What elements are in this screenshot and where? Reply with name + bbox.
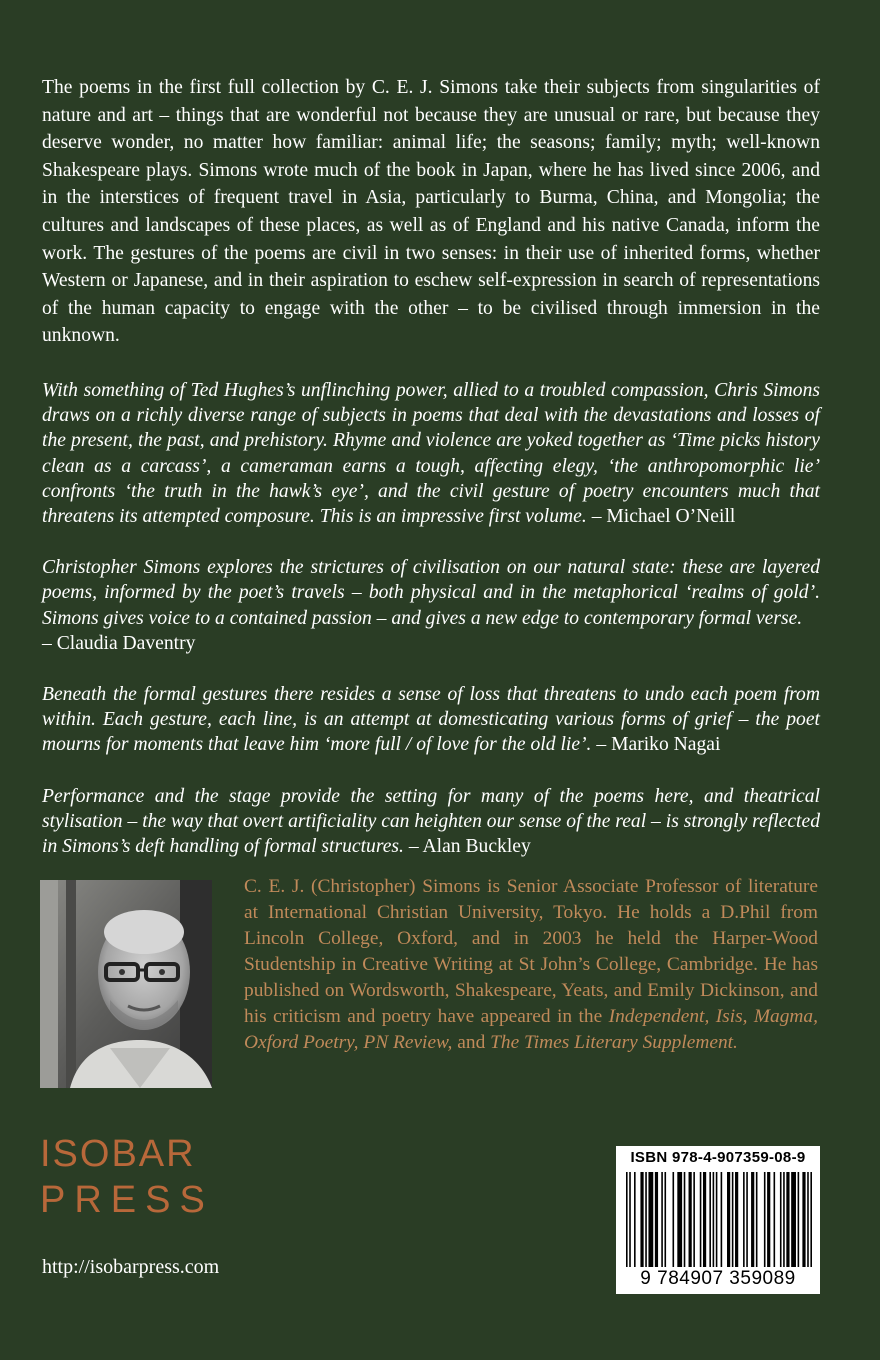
author-bio-last-publication: The Times Literary Supplement. — [490, 1032, 738, 1053]
barcode-bar — [774, 1172, 776, 1267]
book-description: The poems in the first full collection by C. E. J. Simons take their subjects from singularities of nature and art – things that are wonderful not because they are unusual or rare, but because they deserve wonder, no matter how familiar: animal life; the seasons; family; myth; well-known Shakespeare plays. Simons wrote much of the book in Japan, where he has lived since 2006, and in the interstices of frequent travel in Asia, particularly to Burma, China, and Mongolia; the cultures and landscapes of these places, as well as of England and his native Canada, inform the work. The gestures of the poems are civil in two senses: in their use of inherited forms, whether Western or Japanese, and in their aspiration to eschew self-expression in search of representations of the human capacity to engage with the other – to be civilised through immersion in the unknown. — [42, 77, 820, 347]
barcode-bar — [689, 1172, 692, 1267]
publisher-name-line2: PRESS — [40, 1179, 214, 1221]
endorsement-daventry — [42, 555, 820, 656]
barcode-bar — [693, 1172, 695, 1267]
barcode-bar — [713, 1172, 715, 1267]
barcode-bar — [673, 1172, 675, 1267]
barcode-bar — [703, 1172, 706, 1267]
endorsement-text: Christopher Simons explores the strictures of civilisation on our natural state: these are layered poems, informed by the poet’s travels – both physical and in the metaphorical ‘realms of gold’. Simons gives voice to a contained passion – and gives a new edge to contemporary formal verse. — [42, 557, 820, 629]
barcode-bar — [746, 1172, 748, 1267]
barcode-bar — [700, 1172, 702, 1267]
barcode-bar — [780, 1172, 782, 1267]
endorsement-text: Performance and the stage provide the setting for many of the poems here, and theatrical stylisation – the way that overt artificiality can heighten our sense of the real – is strongly reflected in Simons’s deft handling of formal structures. — [42, 785, 820, 858]
barcode-bar — [756, 1172, 758, 1267]
publisher-name-line1: ISOBAR — [40, 1133, 196, 1175]
endorsement-attribution: – Alan Buckley — [408, 836, 531, 858]
barcode-bars — [626, 1172, 812, 1267]
endorsements — [42, 378, 820, 885]
barcode-bar — [716, 1172, 718, 1267]
publisher-url[interactable]: http://isobarpress.com — [42, 1256, 220, 1278]
endorsement-nagai — [42, 682, 820, 758]
barcode-bar — [709, 1172, 711, 1267]
endorsement-oneill — [42, 378, 820, 529]
endorsement-attribution: – Michael O’Neill — [591, 506, 736, 528]
barcode-bar — [634, 1172, 636, 1267]
barcode-bar — [664, 1172, 666, 1267]
barcode-bar — [802, 1172, 805, 1267]
isbn-barcode — [616, 1146, 820, 1294]
barcode-bar — [648, 1172, 653, 1267]
endorsement-attribution: – Claudia Daventry — [42, 632, 196, 654]
author-photo — [40, 880, 212, 1088]
barcode-bar — [764, 1172, 766, 1267]
barcode-bar — [791, 1172, 796, 1267]
barcode-bar — [645, 1172, 647, 1267]
author-bio-and: and — [457, 1032, 486, 1053]
barcode-bar — [640, 1172, 643, 1267]
barcode-bar — [807, 1172, 809, 1267]
barcode-bar — [751, 1172, 754, 1267]
barcode-bar — [798, 1172, 800, 1267]
ean-digits: 9 784907 359089 — [640, 1268, 796, 1289]
barcode-bar — [767, 1172, 770, 1267]
endorsement-buckley — [42, 784, 820, 860]
barcode-bar — [727, 1172, 730, 1267]
barcode-bar — [743, 1172, 745, 1267]
barcode-bar — [721, 1172, 723, 1267]
barcode-bar — [732, 1172, 734, 1267]
barcode-bar — [677, 1172, 682, 1267]
endorsement-text: Beneath the formal gestures there resides a sense of loss that threatens to undo each poem from within. Each gesture, each line, is an attempt at domesticating various forms of grief – the poet mourns for moments that leave him ‘more full / of love for the old lie’. — [42, 684, 820, 756]
barcode-bar — [735, 1172, 738, 1267]
barcode-bar — [661, 1172, 663, 1267]
barcode-bar — [655, 1172, 658, 1267]
author-portrait-illustration — [40, 880, 212, 1088]
barcode-bar — [629, 1172, 631, 1267]
author-bio-publications: Independent, Isis, Magma, Oxford Poetry, PN Review, — [244, 1006, 818, 1053]
barcode-bar — [786, 1172, 789, 1267]
author-bio — [244, 874, 818, 1056]
barcode-bar — [684, 1172, 686, 1267]
publisher-logo — [40, 1132, 214, 1222]
isbn-label: ISBN 978-4-907359-08-9 — [630, 1149, 806, 1166]
endorsement-text: With something of Ted Hughes’s unflinching power, allied to a troubled compassion, Chris Simons draws on a richly diverse range of subjects in poems that deal with the devastations and losses of the present, the past, and prehistory. Rhyme and violence are yoked together as ‘Time picks history clean as a carcass’, a cameraman earns a tough, affecting elegy, ‘the anthropomorphic lie’ confronts ‘the truth in the hawk’s eye’, and the civil gesture of poetry encounters much that threatens its attempted composure. This is an impressive first volume. — [42, 380, 820, 528]
author-bio-text: C. E. J. (Christopher) Simons is Senior Associate Professor of literature at International Christian University, Tokyo. He holds a D.Phil from Lincoln College, Oxford, and in 2003 he held the Harper-Wood Studentship in Creative Writing at St John’s College, Cambridge. He has published on Wordsworth, Shakespeare, Yeats, and Emily Dickinson, and his criticism and poetry have appeared in the — [244, 876, 818, 1027]
barcode-bar — [783, 1172, 785, 1267]
barcode-bar — [810, 1172, 812, 1267]
barcode-bar — [626, 1172, 628, 1267]
endorsement-attribution: – Mariko Nagai — [596, 734, 721, 756]
